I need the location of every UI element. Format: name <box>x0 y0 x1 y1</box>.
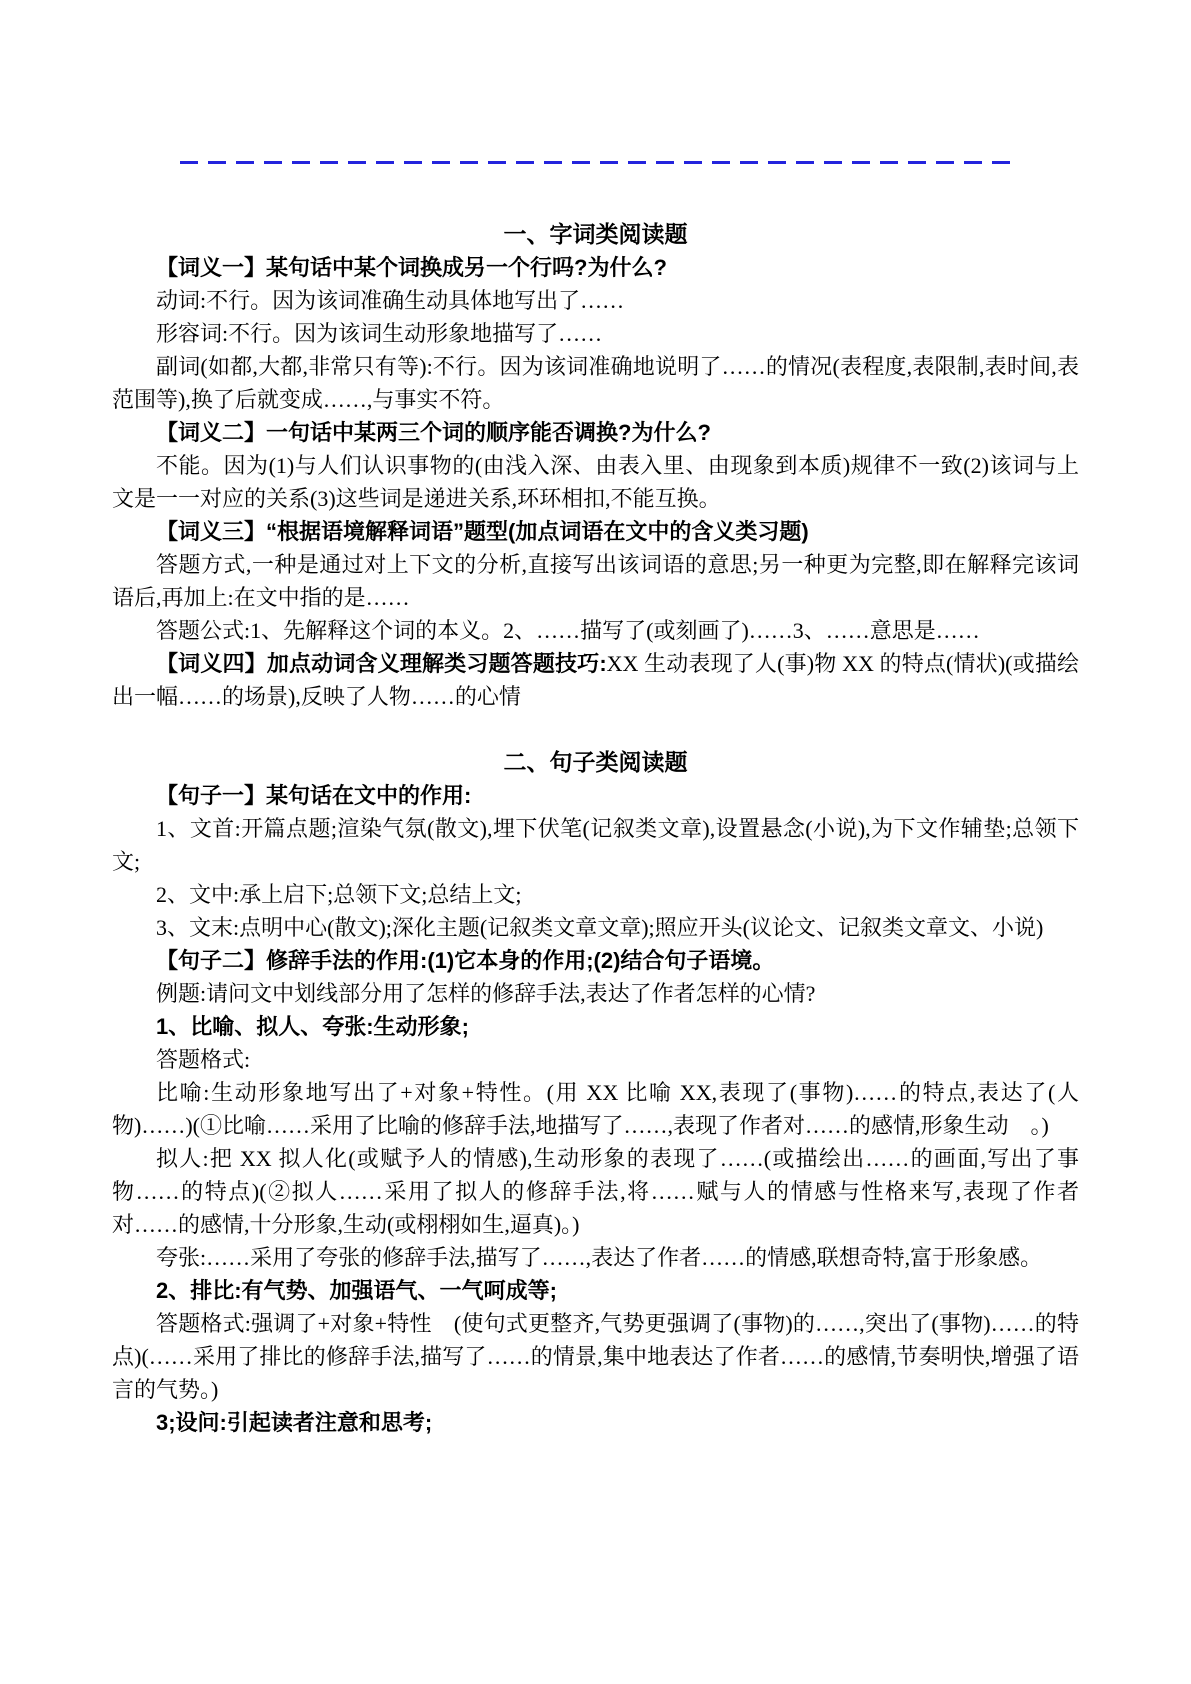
text-run: 不能。因为(1)与人们认识事物的(由浅入深、由表入里、由现象到本质)规律不一致(2)该词与上文是一一对应的关系(3)这些词是递进关系,环环相扣,不能互换。 <box>112 453 1079 511</box>
text-run: 1、文首:开篇点题;渲染气氛(散文),埋下伏笔(记叙类文章),设置悬念(小说),为下文作辅垫;总领下文; <box>112 816 1079 874</box>
dashed-divider <box>180 161 1013 164</box>
para-example-question <box>112 977 1079 1010</box>
text-run: 3、文末:点明中心(散文);深化主题(记叙类文章文章);照应开头(议论文、记叙类文章文、小说) <box>156 915 1044 940</box>
text-run: 答题方式,一种是通过对上下文的分析,直接写出该词语的意思;另一种更为完整,即在解释完该词语后,再加上:在文中指的是…… <box>112 552 1079 610</box>
bold-run: 【词义二】一句话中某两三个词的顺序能否调换?为什么? <box>156 420 711 445</box>
text-run: XX 生动表现了人(事)物 XX 的特点(情状)(或描绘出一幅……的场景),反映了人物……的心情 <box>112 651 1079 709</box>
heading-sentence-2 <box>112 944 1079 977</box>
text-run: 夸张:……采用了夸张的修辞手法,描写了……,表达了作者……的情感,联想奇特,富于形象感。 <box>156 1245 1043 1270</box>
bold-run: 【词义四】加点动词含义理解类习题答题技巧: <box>156 651 607 676</box>
para-parallelism-format <box>112 1307 1079 1406</box>
para-sentence-middle <box>112 878 1079 911</box>
para-answer-format-label <box>112 1043 1079 1076</box>
bold-run: 【词义一】某句话中某个词换成另一个行吗?为什么? <box>156 255 667 280</box>
text-run: 形容词:不行。因为该词生动形象地描写了…… <box>156 321 603 346</box>
para-answer-method <box>112 548 1079 614</box>
bold-run: 【句子一】某句话在文中的作用: <box>156 783 472 808</box>
heading-word-meaning-3 <box>112 515 1079 548</box>
heading-sentence-1 <box>112 779 1079 812</box>
text-run: 比喻:生动形象地写出了+对象+特性。(用 XX 比喻 XX,表现了(事物)……的特点,表达了(人物)……)(①比喻……采用了比喻的修辞手法,地描写了……,表现了作者对……的感情,形象生动 。) <box>112 1080 1079 1138</box>
bold-run: 3;设问:引起读者注意和思考; <box>156 1410 433 1435</box>
para-metaphor <box>112 1076 1079 1142</box>
section2-title: 二、句子类阅读题 <box>503 749 688 775</box>
bold-run: 1、比喻、拟人、夸张:生动形象; <box>156 1014 469 1039</box>
para-sentence-end <box>112 911 1079 944</box>
para-word-order <box>112 449 1079 515</box>
document-content <box>112 218 1079 1439</box>
heading-rhetorical-question <box>112 1406 1079 1439</box>
heading-word-meaning-2 <box>112 416 1079 449</box>
text-run: 例题:请问文中划线部分用了怎样的修辞手法,表达了作者怎样的心情? <box>156 981 816 1006</box>
heading-word-meaning-4 <box>112 647 1079 713</box>
para-adjective-rule <box>112 317 1079 350</box>
heading-parallelism <box>112 1274 1079 1307</box>
text-run: 副词(如都,大都,非常只有等):不行。因为该词准确地说明了……的情况(表程度,表限制,表时间,表范围等),换了后就变成……,与事实不符。 <box>112 354 1079 412</box>
text-run: 答题格式:强调了+对象+特性 (使句式更整齐,气势更强调了(事物)的……,突出了(事物)……的特点)(……采用了排比的修辞手法,描写了……的情景,集中地表达了作者……的感情,节奏明快,增强了语言的气势。) <box>112 1311 1079 1402</box>
heading-metaphor-group <box>112 1010 1079 1043</box>
text-run: 答题公式:1、先解释这个词的本义。2、……描写了(或刻画了)……3、……意思是…… <box>156 618 980 643</box>
para-answer-formula <box>112 614 1079 647</box>
heading-word-meaning-1 <box>112 251 1079 284</box>
para-verb-rule <box>112 284 1079 317</box>
bold-run: 【词义三】“根据语境解释词语”题型(加点词语在文中的含义类习题) <box>156 519 809 544</box>
section1-title: 一、字词类阅读题 <box>503 221 688 247</box>
para-personification <box>112 1142 1079 1241</box>
bold-run: 2、排比:有气势、加强语气、一气呵成等; <box>156 1278 557 1303</box>
para-adverb-rule <box>112 350 1079 416</box>
para-hyperbole <box>112 1241 1079 1274</box>
text-run: 答题格式: <box>156 1047 251 1072</box>
para-sentence-begin <box>112 812 1079 878</box>
text-run: 拟人:把 XX 拟人化(或赋予人的情感),生动形象的表现了……(或描绘出……的画面,写出了事物……的特点)(②拟人……采用了拟人的修辞手法,将……赋与人的情感与性格来写,表现了作者对……的感情,十分形象,生动(或栩栩如生,逼真)。) <box>112 1146 1079 1237</box>
bold-run: 【句子二】修辞手法的作用:(1)它本身的作用;(2)结合句子语境。 <box>156 948 775 973</box>
text-run: 动词:不行。因为该词准确生动具体地写出了…… <box>156 288 625 313</box>
text-run: 2、文中:承上启下;总领下文;总结上文; <box>156 882 522 907</box>
